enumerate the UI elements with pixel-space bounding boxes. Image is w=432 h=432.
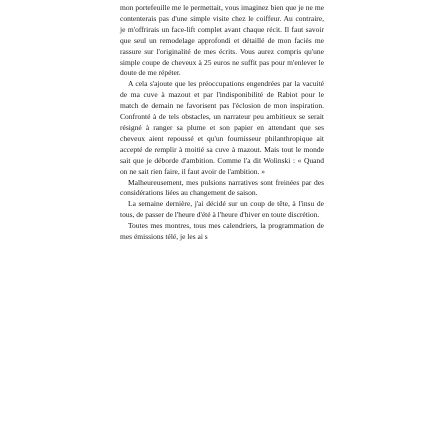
paragraph-4: La semaine dernière, j'ai décidé sur un coup de tête, à l'insu de tous, de passer de l'heure d'été à l'heure d'hiver en toute discrétion. <box>120 199 324 220</box>
paragraph-2: A cela s'ajoute que les préoccupations engendrées par la vacuité de ma cuve à mazout et par l'indisponibilité de Rabiot pour le match de demain ne favorisent pas l'éclosion de mon inspiration. Confronté à de tels obstacles, un narrateur peu ambitieux se serait résigné à ranger sa plume et son papier en attendant que ses cheveux aient repoussé et qu'un fournisseur philanthropique ait accepté de remplir à moitié sa cuve à mazout. Mais tout le monde sait que je déborde d'ambition. Comme l'a dit Wolinski : « Quand on ne sait rien faire, il faut avoir de l'ambition. » <box>120 79 324 176</box>
paragraph-5: Toutes mes montres, tous mes calendriers, la programmation de mes émissions télé, je les ai s <box>120 221 324 242</box>
paragraph-1: mon portefeuille me le permettait, vous imaginez bien que je ne me contenterais pas d'une simple visite chez le coiffeur. Au contraire, je m'offrirais un face-lift complet avant chaque récit. Il faut savoir que seul un remodelage approfondi et détaillé de mon faciès me rassure sur l'originalité de mes écrits. Vous aurez compris qu'une simple coupe de cheveux à 25 euros ne suffit pas pour m'enlever le doute de me répéter. <box>120 3 324 78</box>
paragraph-3: Malheureusement, mes pulsions narratives sont freinées par des considérations liées au changement de saison. <box>120 177 324 198</box>
text-column <box>120 3 324 243</box>
